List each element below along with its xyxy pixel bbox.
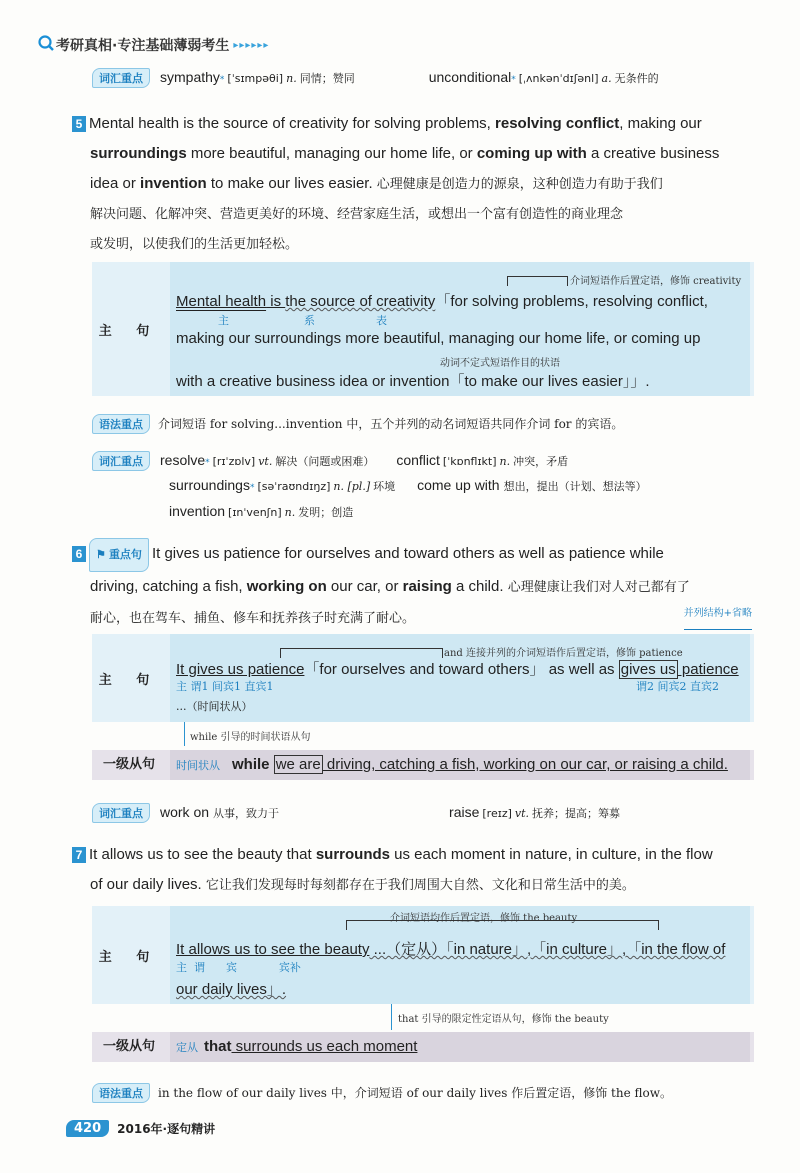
arrow-line: [507, 276, 567, 277]
key-sentence-flag: ⚑ 重点句: [89, 538, 149, 572]
box-label: 主 句: [98, 323, 160, 339]
grammar-7: 语法重点 in the flow of our daily lives 中，介词短语 of our daily lives 作后置定语，修饰 the flow。: [92, 1083, 672, 1103]
analysis-box-6: 主 句 and 连接并列的介词短语作后置定语，修饰 patience It gives us patience「for ourselves and toward others」 as well as gives us patience 主 谓1 间宾1 直宾1 谓2 间宾2 直宾2 ...（时间状从）: [92, 634, 754, 722]
page-number: 420: [66, 1120, 109, 1137]
vocab-tag: 词汇重点: [92, 68, 150, 88]
grammar-tag: 语法重点: [92, 414, 150, 434]
vocab-word: sympathy: [160, 69, 220, 85]
clause-row-6: 一级从句 时间状从 while we are driving, catching a fish, working on our car, or raising a child.: [92, 750, 754, 780]
paragraph-7: 7 It allows us to see the beauty that surrounds us each moment in nature, in culture, in the flow of our daily lives. 它让我们发现每时每刻都存在于我们周围大自然、文化和日常生活中的美。: [72, 840, 762, 901]
footer-text: 2016年·逐句精讲: [117, 1122, 216, 1136]
paragraph-5: 5 Mental health is the source of creativity for solving problems, resolving conflict, making our surroundings more beautiful, managing our home life, or coming up with a creative business idea or invention to make our lives easier. 心理健康是创造力的源泉，这种创造力有助于我们 解决问题、化解冲突、营造更美好的环境、经营家庭生活，或想出一个富有创造性的商业理念 或发明，以使我们的生活更加轻松。: [72, 109, 762, 260]
search-q-icon: [38, 35, 54, 55]
vocab-def: 无条件的: [614, 72, 659, 85]
analysis-box-5: [92, 262, 754, 396]
grammar-5: 语法重点 介词短语 for solving...invention 中，五个并列的动名词短语共同作介词 for 的宾语。: [92, 414, 623, 434]
paragraph-6: 6 ⚑ 重点句 It gives us patience for ourselves and toward others as well as patience while driving, catching a fish, working on our car, or raising a child. 心理健康让我们对人对己都有了 耐心，也在驾车、捕鱼、修车和抚养孩子时充满了耐心。 并列结构+省略: [72, 538, 762, 634]
vocab-phonetic: [ˈsɪmpəθi]: [227, 72, 284, 85]
clause-row-7: 一级从句 定从 that surrounds us each moment: [92, 1032, 754, 1062]
vocab-tag: 词汇重点: [92, 451, 150, 471]
header-title: 考研真相·专注基础薄弱考生: [56, 38, 230, 54]
hint-label: 并列结构+省略: [684, 599, 752, 630]
flag-icon: ⚑: [96, 549, 106, 561]
vocab-pos: n.: [286, 72, 297, 85]
vocab-6: 词汇重点 work on 从事，致力于 raise [reɪz] vt. 抚养；提高；筹募: [92, 803, 620, 823]
header-arrows: ▸▸▸▸▸▸: [233, 39, 270, 51]
vocab-pos: a.: [601, 72, 612, 85]
sentence-number: 5: [72, 116, 86, 132]
page-footer: [66, 1120, 215, 1137]
sentence-line: Mental health is the source of creativity「for solving problems, resolving conflict,: [176, 293, 708, 310]
star-icon: *: [511, 75, 516, 85]
vocab-word: unconditional: [428, 69, 512, 85]
vocab-def: 同情；赞同: [299, 72, 355, 85]
analysis-box-7: 主 句 介词短语均作后置定语，修饰 the beauty It allows us to see the beauty ...（定从）「in nature」,「in culture」,「in the flow of 主 谓 宾 宾补 our daily lives」.: [92, 906, 754, 1004]
page-header: [38, 34, 269, 56]
star-icon: *: [219, 75, 225, 85]
vocab-5: 词汇重点 resolve * [rɪˈzɒlv] vt. 解决（问题或困难） conflict [ˈkɒnflɪkt] n. 冲突，矛盾 surroundings * [səˈraʊndɪŋz] n. [pl.] 环境 come up with 想出，提出（计划、想法等） invention [ɪnˈvenʃn] n. 发明；创造: [92, 451, 752, 529]
box-content: 介词短语作后置定语，修饰 creativity Mental health is the source of creativity「for solving problems, resolving conflict, 主 系 表 making our surroundings more beautiful, managing our home life, or coming up 动词不定式短语作目的状语 with a creative business idea or invention「to make our lives easier」」.: [170, 262, 750, 396]
arrow-line: [567, 276, 568, 286]
arrow-line: [507, 276, 508, 286]
vocab-phonetic: [ˌʌnkənˈdɪʃənl]: [518, 72, 599, 85]
vocab-top: [92, 68, 659, 88]
